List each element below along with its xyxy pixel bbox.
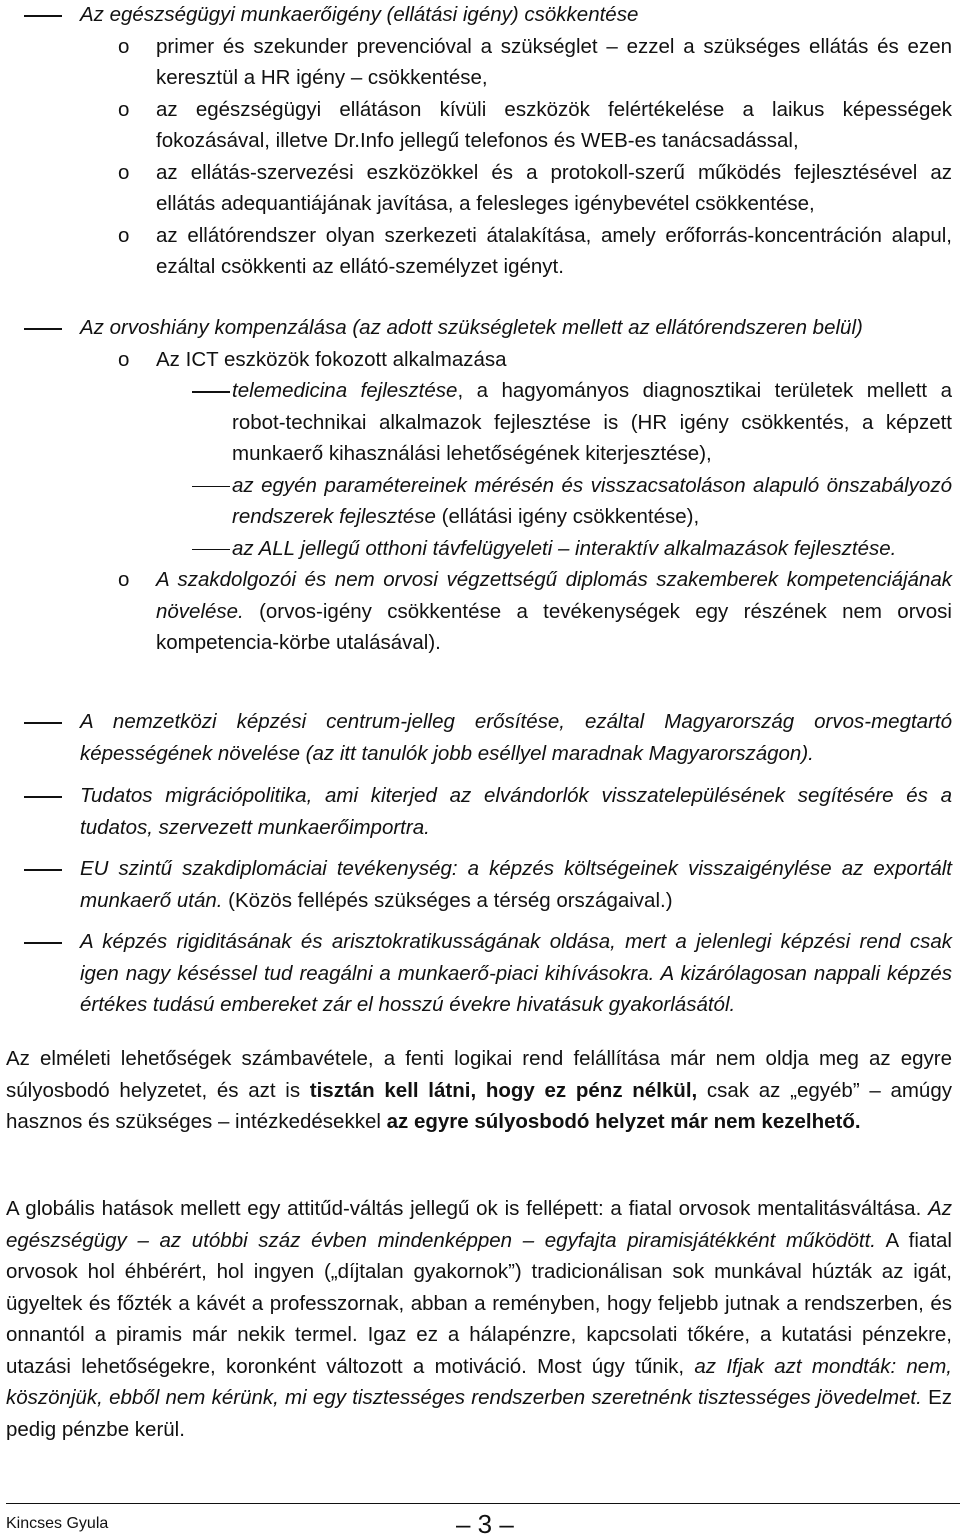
list-heading: Az egészségügyi munkaerőigény (ellátási igény) csökkentése <box>80 3 639 26</box>
item-italic: az egyén paramétereinek mérésén és visszacsatoláson alapuló önszabályozó rendszerek fejlesztése <box>232 473 952 528</box>
item-italic: az ALL jellegű otthoni távfelügyeleti – interaktív alkalmazások fejlesztése. <box>232 536 897 560</box>
list-item-text: A képzés rigiditásának és arisztokratikusságának oldása, mert a jelenlegi képzési rend csak igen nagy késéssel tud reagálni a munkaerő-piaci kihívásokra. A kizárólagosan nappali képzés értékes tudású embereket zár el hosszú évekre hivatásuk gyakorlásától. <box>80 930 952 1016</box>
dash-bullet <box>24 15 62 17</box>
sub-list-item <box>0 533 960 565</box>
list-item <box>0 157 960 220</box>
para-text: A globális hatások mellett egy attitűd-váltás jellegű ok is fellépett: a fiatal orvosok mentalitásváltása. <box>6 1197 929 1220</box>
para-text: A fiatal orvosok hol éhbérért, hol ingyen („díjtalan gyakornok”) tradicionálisan sok munkával húzták az igát, ügyeltek és főzték a kávét a professzornak, abban a reményben, hogy feljebb jutnak a rendszerben, és onnantól a piramis már nekik termel. Igaz ez a hálapénzre, kapcsolati tőkére, a kutatási pénzekre, utazási lehetőségekre, koronként változott a motiváció. Most úgy tűnik, <box>6 1228 952 1378</box>
paragraph-funding <box>6 1043 952 1138</box>
item-italic: EU szintű szakdiplomáciai tevékenység: a képzés költségeinek visszaigénylése az exportált munkaerő után. <box>80 857 952 912</box>
circle-bullet: o <box>118 97 130 121</box>
circle-bullet: o <box>118 347 130 371</box>
circle-bullet: o <box>118 34 130 58</box>
section-other-measures <box>0 706 960 769</box>
section-eu <box>0 853 960 916</box>
list-item <box>0 31 960 94</box>
para-bold: tisztán kell látni, hogy ez pénz nélkül, <box>309 1078 698 1102</box>
list-item-text: az ellátórendszer olyan szerkezeti átalakítása, amely erőforrás-koncentráción alapul, ezáltal csökkenti az ellátó-személyzet igényt. <box>156 223 952 278</box>
dash-bullet <box>192 391 230 393</box>
para-text: csak az „egyéb” – amúgy hasznos és szükséges – intézkedésekkel <box>6 1078 952 1133</box>
item-italic: telemedicina fejlesztése <box>232 379 458 402</box>
dash-bullet <box>24 869 62 871</box>
circle-bullet: o <box>118 223 130 247</box>
paragraph-attitude <box>6 1193 952 1445</box>
dash-bullet <box>192 549 230 551</box>
list-item <box>0 94 960 157</box>
list-heading: Az orvoshiány kompenzálása (az adott szükségletek mellett az ellátórendszeren belül) <box>80 316 863 339</box>
list-item <box>0 312 960 344</box>
dash-bullet <box>24 796 62 798</box>
list-item-text: az ellátás-szervezési eszközökkel és a protokoll-szerű működés fejlesztésével az ellátás adequantiájának javítása, a felesleges igénybevétel csökkentése, <box>156 160 952 215</box>
item-normal: (ellátási igény csökkentése), <box>435 505 700 528</box>
section-rigidity <box>0 926 960 1021</box>
list-item-text: az egészségügyi ellátáson kívüli eszközök felértékelése a laikus képességek fokozásával, illetve Dr.Info jellegű telefonos és WEB-es tanácsadással, <box>156 97 952 152</box>
dash-bullet <box>24 942 62 944</box>
list-item <box>0 853 960 916</box>
list-item-text: primer és szekunder prevencióval a szükséglet – ezzel a szükséges ellátás és ezen keresztül a HR igény – csökkentése, <box>156 34 952 89</box>
item-normal: (orvos-igény csökkentése a tevékenységek egy részének nem orvosi kompetencia-körbe utalásával). <box>156 599 952 654</box>
dash-bullet <box>192 486 230 488</box>
section-migration <box>0 780 960 843</box>
item-normal: , a hagyományos diagnosztikai területek mellett a robot-technikai alkalmazok fejlesztése is (HR igény csökkentés, a képzett munkaerő kihasználási lehetőségének kiterjesztése), <box>232 379 952 465</box>
footer-divider <box>6 1503 960 1504</box>
sub-list-item <box>0 375 960 470</box>
item-italic: A szakdolgozói és nem orvosi végzettségű diplomás szakemberek kompetenciájának növelése. <box>156 568 952 623</box>
list-item <box>0 220 960 283</box>
section-doctor-shortage <box>0 312 960 659</box>
list-item <box>0 564 960 659</box>
list-item-text: A nemzetközi képzési centrum-jelleg erősítése, ezáltal Magyarország orvos-megtartó képességének növelése (az itt tanulók jobb eséllyel maradnak Magyarországon). <box>80 710 952 765</box>
list-item-text: Tudatos migrációpolitika, ami kiterjed az elvándorlók visszatelepülésének segítésére és a tudatos, szervezett munkaerőimportra. <box>80 784 952 839</box>
item-normal: (Közös fellépés szükséges a térség országaival.) <box>222 888 673 912</box>
list-item <box>0 706 960 769</box>
dash-bullet <box>24 722 62 724</box>
list-item <box>0 344 960 376</box>
para-italic: Az egészségügy – az utóbbi száz évben mindenképpen – egyfajta piramisjátékként működött. <box>6 1197 952 1252</box>
section-demand-reduction <box>0 0 960 283</box>
list-item-text: Az ICT eszközök fokozott alkalmazása <box>156 347 507 371</box>
para-bold: az egyre súlyosbodó helyzet már nem kezelhető. <box>386 1110 861 1133</box>
page-number: – 3 – <box>456 1509 514 1539</box>
para-italic: az Ifjak azt mondták: nem, köszönjük, ebből nem kérünk, mi egy tisztességes rendszerben szeretnénk tisztességes jövedelmet. <box>6 1354 952 1409</box>
circle-bullet: o <box>118 160 130 184</box>
sub-list-item <box>0 470 960 533</box>
list-item <box>0 926 960 1021</box>
para-text: Ez pedig pénzbe kerül. <box>6 1386 952 1441</box>
dash-bullet <box>24 328 62 330</box>
list-item <box>0 0 960 31</box>
para-text: Az elméleti lehetőségek számbavétele, a fenti logikai rend felállítása már nem oldja meg az egyre súlyosbodó helyzetet, és azt is <box>6 1047 952 1102</box>
footer-author: Kincses Gyula <box>6 1515 109 1532</box>
circle-bullet: o <box>118 568 130 591</box>
list-item <box>0 780 960 843</box>
